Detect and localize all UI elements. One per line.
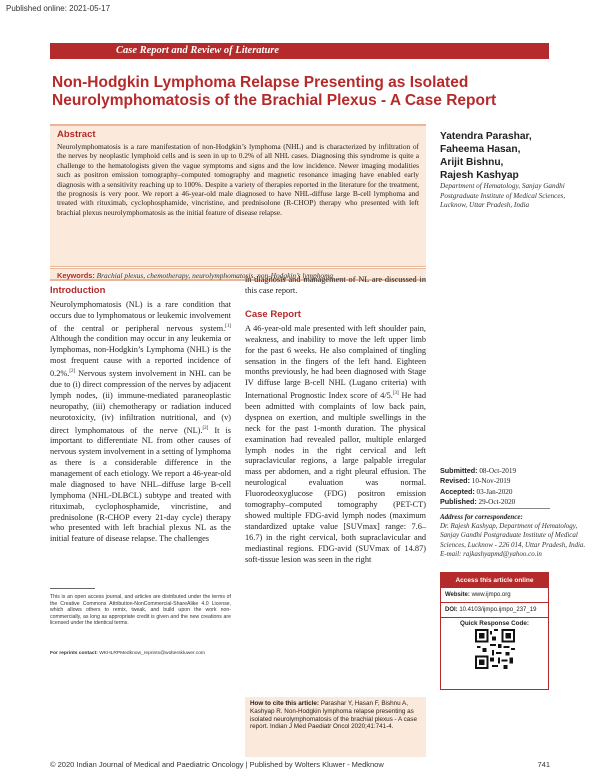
- ref-1[interactable]: [1]: [225, 323, 231, 329]
- cite-box: [245, 697, 426, 757]
- section-banner: Case Report and Review of Literature: [50, 43, 549, 59]
- accepted-label: Accepted:: [440, 486, 475, 496]
- intro-part-3: Nervous system involvement in NHL can be due to (i) direct compression of the nerves by adjacent lymph nodes, (ii) immune-mediated paraneoplastic neuropathy, (iii) chemotherapy or radiation induced neurotoxicity, (iv) infiltration nutritional, and (v) direct lymphomatous of the nerve (NL).: [50, 368, 231, 435]
- reprints-contact: [50, 651, 250, 656]
- article-title: Non-Hodgkin Lymphoma Relapse Presenting as Isolated Neurolymphomatosis of the Brachial Plexus - A Case Report: [52, 74, 497, 109]
- published-label: Published:: [440, 497, 477, 507]
- author-4: Rajesh Kashyap: [440, 170, 519, 181]
- case-part-2: He had been admitted with complaints of low back pain, dyspnea on exertion, and multiple swellings in the neck for the past 1-month duration. The physical examination had revealed pallor, multiple enlarged lymph nodes in the right cervical and left supraclavicular regions, a large palpable irregular mass per abdomen, and a right pleural effusion. The neurological evaluation was normal. Fluorodeoxyglucose (FDG) positron emission tomography–computed tomography (PET-CT) showed multiple FDG-avid lymph nodes (maximum standardized uptake value [SUVmax] range: 7.6–16.7) in the right cervical, both supraclavicular and mediastinal regions. FDG-avid (SUVmax of 14.87) soft-tissue lesion was seen in the right: [245, 391, 426, 564]
- article-dates: [440, 466, 590, 508]
- accepted-value: 03-Jan-2020: [476, 487, 513, 496]
- abstract-text: Neurolymphomatosis is a rare manifestation of non-Hodgkin’s lymphoma (NHL) and is characterized by infiltration of the nerves by neoplastic lymphoid cells and is seen in up to 0.2% of all NHL cases. Diagnosing this syndrome is quite a challenge to the hematologists given the vague symptoms and signs and the low incidence. Newer imaging modalities such as positron emission tomography–computed tomography and magnetic resonance imaging have enabled early diagnosis with a sensitivity reaching up to 100%. Despite a variety of therapies reported in the literature for the treatment, the prognosis is very poor. We report a 46-year-old male diagnosed to have NHL-diffuse large B-cell lymphoma and treated with rituximab, cyclophosphamide, vincristine, and prednisolone (R-CHOP) therapy who presented with left brachial plexus neurolymphomatosis as the initial feature of disease relapse.: [57, 142, 419, 217]
- keywords-label: Keywords:: [57, 271, 95, 280]
- revised-label: Revised:: [440, 476, 470, 486]
- published-value: 29-Oct-2020: [478, 498, 516, 507]
- keywords-text: Brachial plexus, chemotherapy, neurolymphomatosis, non-Hodgkin’s lymphoma: [96, 271, 334, 280]
- qr-code-icon[interactable]: [475, 629, 515, 669]
- intro-part-1: Neurolymphomatosis (NL) is a rare condition that occurs due to lymphomatous or leukemic involvement of the central or peripheral nervous system.: [50, 300, 231, 333]
- case-report-text: [245, 324, 426, 566]
- doi-label: DOI:: [445, 607, 458, 613]
- case-part-1: A 46-year-old male presented with left shoulder pain, weakness, and inability to move the left upper limb for the past 6 weeks. He also complained of tingling sensation in the fingers of the left hand. Eighteen months previously, he had been diagnosed with Stage IV diffuse large B-cell NHL (Lugano criteria) with International Prognostic Index score of 4/5.: [245, 323, 426, 401]
- doi-row: [441, 603, 548, 618]
- case-report-heading: Case Report: [245, 308, 301, 320]
- cite-text: Parashar Y, Hasan F, Bishnu A, Kashyap R. Non-Hodgkin lymphoma relapse presenting as isolated neurolymphomatosis of the brachial plexus - A case report. Indian J Med Paediatr Oncol 2020;41:741-4.: [250, 700, 417, 731]
- license-text: This is an open access journal, and articles are distributed under the terms of the Creative Commons Attribution-NonCommercial-ShareAlike 4.0 License, which allows others to remix, tweak, and build upon the work non-commercially, as long as appropriate credit is given and the new creations are licensed under the identical terms.: [50, 594, 231, 627]
- page-footer: © 2020 Indian Journal of Medical and Paediatric Oncology | Published by Wolters Kluwer - Medknow: [50, 760, 384, 769]
- published-online-date: Published online: 2021-05-17: [6, 4, 111, 13]
- introduction-text: [50, 300, 231, 545]
- abstract-heading: Abstract: [57, 129, 96, 140]
- qr-label: Quick Response Code:: [460, 620, 529, 627]
- access-heading: Access this article online: [441, 573, 548, 588]
- correspondence-divider: [440, 508, 550, 509]
- cite-label: How to cite this article:: [250, 700, 319, 707]
- ref-case[interactable]: [3]: [392, 391, 399, 397]
- date-published: [440, 497, 590, 507]
- intro-part-2: Although the condition may occur in any leukemia or lymphomas, non-Hodgkin’s Lymphoma (NHL) is the most frequent cause with a reported incidence of 0.2%.: [50, 334, 231, 378]
- author-list: [440, 130, 590, 182]
- intro-part-4: It is important to differentiate NL from other causes of nervous system involvement in a setting of lymphoma as there is a considerable difference in the management of each etiology. We report a 46-year-old male diagnosed to have NHL–diffuse large B-cell lymphoma (NHL-DLBCL) subtype and treated with rituximab, cyclophosphamide, vincristine, and prednisolone (R-CHOP every 21-day cycle) therapy who presented with left brachial plexus NL as the initial feature of disease relapse. The challenges: [50, 425, 231, 544]
- reprints-email[interactable]: WKHLRPMedknow_reprints@wolterskluwer.com: [99, 651, 205, 656]
- column-left: [50, 285, 231, 545]
- website-row: [441, 588, 548, 603]
- introduction-heading: Introduction: [50, 285, 106, 296]
- website-link[interactable]: www.ijmpo.org: [471, 592, 511, 598]
- author-2: Faheema Hasan,: [440, 144, 521, 155]
- affiliation: Department of Hematology, Sanjay Gandhi Postgraduate Institute of Medical Sciences, Lucknow, Uttar Pradesh, India: [440, 182, 566, 209]
- revised-value: 10-Nov-2019: [471, 477, 511, 486]
- date-submitted: [440, 466, 590, 476]
- license-divider: [50, 588, 95, 589]
- correspondence-title: Address for correspondence:: [440, 513, 523, 521]
- date-accepted: [440, 487, 590, 497]
- page-number: 741: [537, 760, 550, 769]
- reprints-label: For reprints contact:: [50, 651, 98, 656]
- correspondence: [440, 513, 590, 559]
- submitted-value: 08-Oct-2019: [479, 467, 517, 475]
- submitted-label: Submitted:: [440, 466, 478, 475]
- date-revised: [440, 476, 590, 486]
- ref-2[interactable]: [2]: [69, 369, 76, 375]
- author-3: Arijit Bishnu,: [440, 157, 504, 168]
- abstract-box: [50, 124, 426, 267]
- author-1: Yatendra Parashar,: [440, 131, 532, 142]
- column-right: [245, 275, 426, 566]
- access-online-box: [440, 572, 549, 690]
- doi-link[interactable]: 10.4103/ijmpo.ijmpo_237_19: [459, 607, 537, 613]
- introduction-continued: in diagnosis and management of NL are discussed in this case report.: [245, 275, 426, 295]
- correspondence-body: Dr. Rajesh Kashyap, Department of Hematology, Sanjay Gandhi Postgraduate Institute of Medical Sciences, Lucknow - 226 014, Uttar Pradesh, India. E-mail: rajkashyapmd@yahoo.co.in: [440, 522, 586, 558]
- website-label: Website:: [445, 592, 470, 598]
- ref-3[interactable]: [2]: [202, 425, 209, 431]
